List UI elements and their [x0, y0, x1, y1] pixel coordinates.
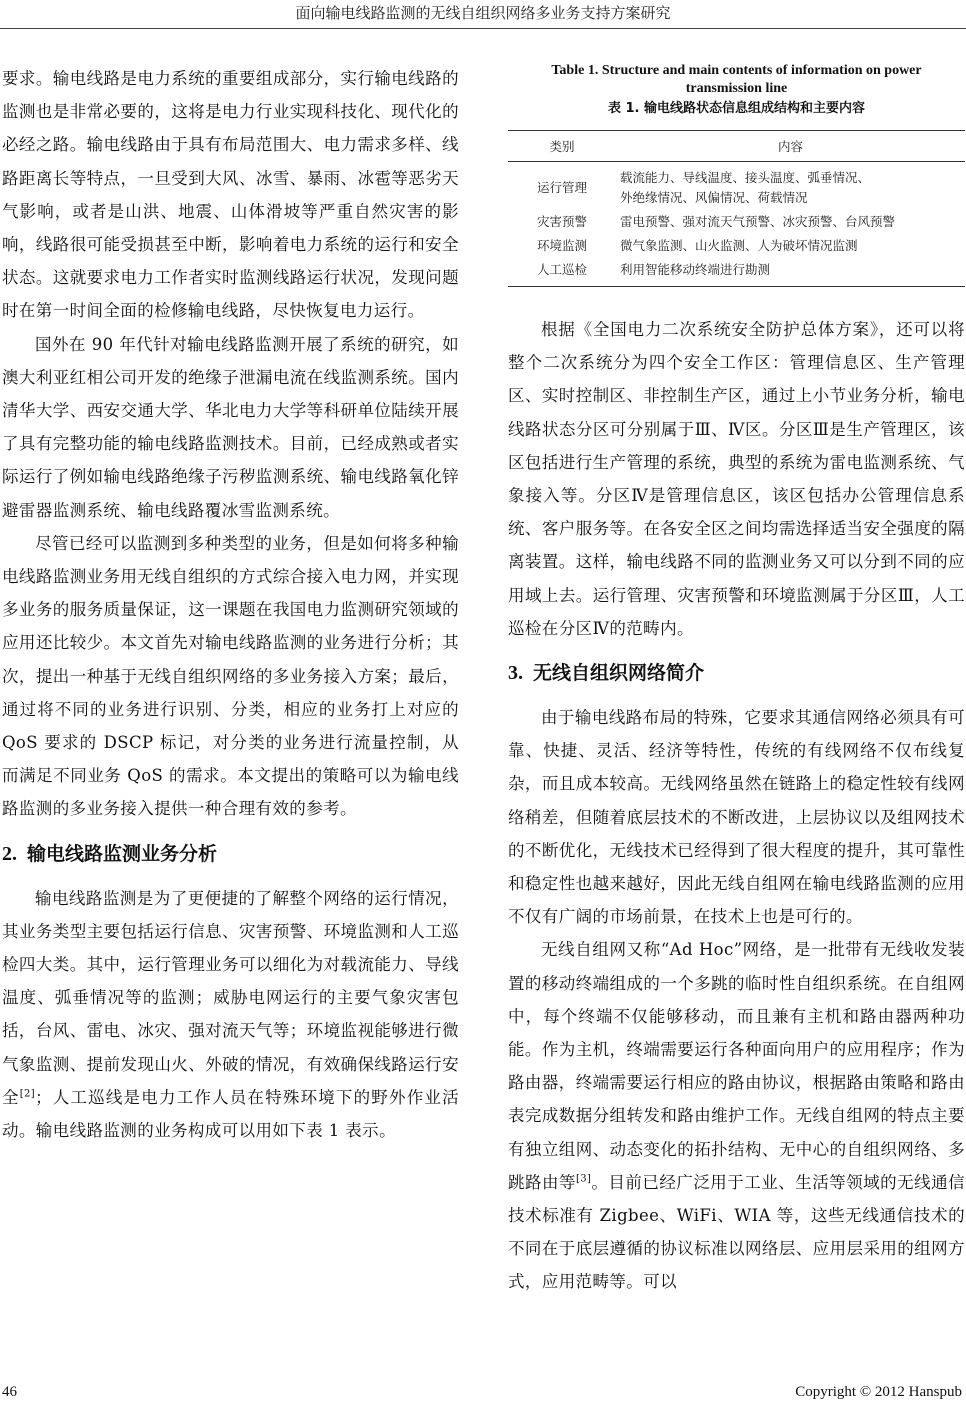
paragraph: 根据《全国电力二次系统安全防护总体方案》，还可以将整个二次系统分为四个安全工作区：管理信息区、生产管理区、实时控制区、非控制生产区，通过上小节业务分析，输电线路状态分区可分别属于Ⅲ、Ⅳ区。分区Ⅲ是生产管理区，该区包括进行生产管理的系统，典型的系统为雷电监测系统、气象接入等。分区Ⅳ是管理信息区，该区包括办公管理信息系统、客户服务等。在各安全区之间均需选择适当安全强度的隔离装置。这样，输电线路不同的监测业务又可以分到不同的应用域上去。运行管理、灾害预警和环境监测属于分区Ⅲ，人工巡检在分区Ⅳ的范畴内。	[508, 320, 965, 638]
table-row	[508, 234, 965, 258]
paragraph: 国外在 90 年代针对输电线路监测开展了系统的研究，如澳大利亚红相公司开发的绝缘子泄漏电流在线监测系统。国内清华大学、西安交通大学、华北电力大学等科研单位陆续开展了具有完整功能的输电线路监测技术。目前，已经成熟或者实际运行了例如输电线路绝缘子污秽监测系统、输电线路氧化锌避雷器监测系统、输电线路覆冰雪监测系统。	[2, 334, 459, 520]
right-column	[508, 62, 965, 1299]
running-header	[0, 0, 966, 40]
table-row	[508, 162, 965, 211]
table-cell-line: 外绝缘情况、风偏情况、荷载情况	[620, 190, 808, 205]
copyright-notice: Copyright © 2012 Hanspub	[795, 1384, 962, 1400]
section-number: 2.	[2, 842, 17, 865]
table-row	[508, 210, 965, 234]
section-number: 3.	[508, 662, 523, 685]
table-1	[508, 130, 965, 287]
paragraph: 要求。输电线路是电力系统的重要组成部分，实行输电线路的监测也是非常必要的，这将是电力行业实现科技化、现代化的必经之路。输电线路由于具有布局范围大、电力需求多样、线路距离长等特点，一旦受到大风、冰雪、暴雨、冰雹等恶劣天气影响，或者是山洪、地震、山体滑坡等严重自然灾害的影响，线路很可能受损甚至中断，影响着电力系统的运行和安全状态。这就要求电力工作者实时监测线路运行状况，发现问题时在第一时间全面的检修输电线路，尽快恢复电力运行。	[2, 69, 459, 321]
table-cell-content: 利用智能移动终端进行勘测	[616, 258, 965, 287]
table-cell-category: 灾害预警	[536, 214, 587, 229]
table-cell-category: 环境监测	[536, 238, 587, 253]
page-number: 46	[2, 1384, 17, 1400]
paragraph-text: ；人工巡线是电力工作人员在特殊环境下的野外作业活动。输电线路监测的业务构成可以用如下表 1 表示。	[2, 1087, 459, 1141]
table-caption-en: Table 1. Structure and main contents of information on power transmission line	[551, 63, 922, 96]
citation-ref[interactable]: [3]	[575, 1173, 592, 1185]
section-title: 无线自组织网络简介	[533, 662, 705, 685]
table-cell-content: 微气象监测、山火监测、人为破坏情况监测	[620, 238, 858, 253]
left-column	[2, 62, 459, 1147]
table-header-row	[508, 131, 965, 162]
table-header-content: 内容	[616, 131, 965, 162]
table-cell-content	[616, 162, 965, 211]
table-cell-content: 雷电预警、强对流天气预警、冰灾预警、台风预警	[620, 214, 896, 229]
table-header-category: 类别	[508, 131, 616, 162]
paragraph	[2, 882, 459, 1148]
paragraph-text: 。目前已经广泛用于工业、生活等领域的无线通信技术标准有 Zigbee、WiFi、WIA 等，这些无线通信技术的不同在于底层遵循的协议标准以网络层、应用层采用的组网方式，应用范畴等。可以	[508, 1172, 965, 1292]
paragraph-text: 无线自组网又称“Ad Hoc”网络，是一批带有无线收发装置的移动终端组成的一个多跳的临时性自组织系统。在自组网中，每个终端不仅能够移动，而且兼有主机和路由器两种功能。作为主机，终端需要运行各种面向用户的应用程序；作为路由器，终端需要运行相应的路由协议，根据路由策略和路由表完成数据分组转发和路由维护工作。无线自组网的特点主要有独立组网、动态变化的拓扑结构、无中心的自组织网络、多跳路由等	[508, 940, 965, 1192]
paragraph: 由于输电线路布局的特殊，它要求其通信网络必须具有可靠、快捷、灵活、经济等特性，传统的有线网络不仅布线复杂，而且成本较高。无线网络虽然在链路上的稳定性较有线网络稍差，但随着底层技术的不断改进，上层协议以及组网技术的不断优化，无线技术已经得到了很大程度的提升，其可靠性和稳定性也越来越好，因此无线自组网在输电线路监测的应用不仅有广阔的市场前景，在技术上也是可行的。	[508, 708, 965, 927]
section-heading-2	[2, 834, 459, 874]
paragraph-text: 输电线路监测是为了更便捷的了解整个网络的运行情况，其业务类型主要包括运行信息、灾害预警、环境监测和人工巡检四大类。其中，运行管理业务可以细化为对载流能力、导线温度、弧垂情况等的监测；威胁电网运行的主要气象灾害包括，台风、雷电、冰灾、强对流天气等；环境监视能够进行微气象监测、提前发现山火、外破的情况，有效确保线路运行安全	[2, 888, 459, 1107]
header-rule	[0, 28, 966, 29]
section-heading-3	[508, 653, 965, 693]
running-header-title: 面向输电线路监测的无线自组织网络多业务支持方案研究	[295, 4, 671, 22]
table-cell-line: 载流能力、导线温度、接头温度、弧垂情况、	[620, 170, 871, 185]
page-footer	[0, 1384, 966, 1408]
table-caption-zh: 表 1. 输电线路状态信息组成结构和主要内容	[607, 101, 866, 116]
paragraph	[508, 933, 965, 1298]
table-cell-category: 运行管理	[536, 180, 587, 195]
citation-ref[interactable]: [2]	[19, 1088, 36, 1100]
paragraph: 尽管已经可以监测到多种类型的业务，但是如何将多种输电线路监测业务用无线自组织的方式综合接入电力网，并实现多业务的服务质量保证，这一课题在我国电力监测研究领域的应用还比较少。本文首先对输电线路监测的业务进行分析；其次，提出一种基于无线自组织网络的多业务接入方案；最后，通过将不同的业务进行识别、分类，相应的业务打上对应的 QoS 要求的 DSCP 标记，对分类的业务进行流量控制，从而满足不同业务 QoS 的需求。本文提出的策略可以为输电线路监测的多业务接入提供一种合理有效的参考。	[2, 533, 459, 819]
table-cell-category: 人工巡检	[508, 258, 616, 287]
table-row	[508, 258, 965, 287]
section-title: 输电线路监测业务分析	[27, 842, 218, 865]
